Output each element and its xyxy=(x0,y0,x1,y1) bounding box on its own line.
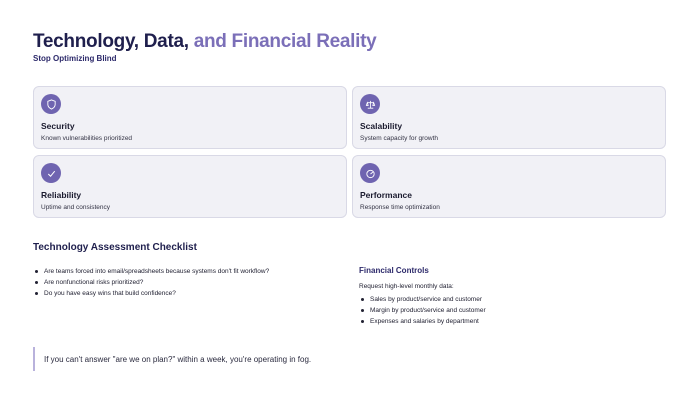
card-title: Performance xyxy=(360,190,412,200)
page-title xyxy=(33,31,376,53)
checklist xyxy=(33,266,333,299)
checkmark-icon xyxy=(41,163,61,183)
card-reliability xyxy=(33,155,347,218)
title-accent: and Financial Reality xyxy=(193,31,377,52)
list-item: Expenses and salaries by department xyxy=(359,316,659,327)
card-description: System capacity for growth xyxy=(360,135,439,142)
list-item: Do you have easy wins that build confidence? xyxy=(33,288,333,299)
list-item: Sales by product/service and customer xyxy=(359,294,659,305)
card-title: Scalability xyxy=(360,121,403,131)
card-description: Known vulnerabilities prioritized xyxy=(41,135,133,142)
card-title: Reliability xyxy=(41,190,82,200)
card-scalability xyxy=(352,86,666,149)
checklist-heading: Technology Assessment Checklist xyxy=(33,242,197,253)
financial-controls-list xyxy=(359,294,659,327)
title-main: Technology, Data, xyxy=(33,31,189,52)
card-description: Response time optimization xyxy=(360,204,440,211)
financial-controls-intro: Request high-level monthly data: xyxy=(359,283,454,290)
financial-controls-heading: Financial Controls xyxy=(359,266,429,275)
list-item: Are nonfunctional risks prioritized? xyxy=(33,277,333,288)
card-security xyxy=(33,86,347,149)
card-title: Security xyxy=(41,121,75,131)
card-performance xyxy=(352,155,666,218)
callout-text: If you can't answer "are we on plan?" within a week, you're operating in fog. xyxy=(44,354,312,364)
callout-quote xyxy=(33,347,311,371)
card-description: Uptime and consistency xyxy=(41,204,111,211)
list-item: Are teams forced into email/spreadsheets because systems don't fit workflow? xyxy=(33,266,333,277)
gauge-icon xyxy=(360,163,380,183)
shield-icon xyxy=(41,94,61,114)
scale-icon xyxy=(360,94,380,114)
page-subtitle: Stop Optimizing Blind xyxy=(33,54,117,63)
list-item: Margin by product/service and customer xyxy=(359,305,659,316)
